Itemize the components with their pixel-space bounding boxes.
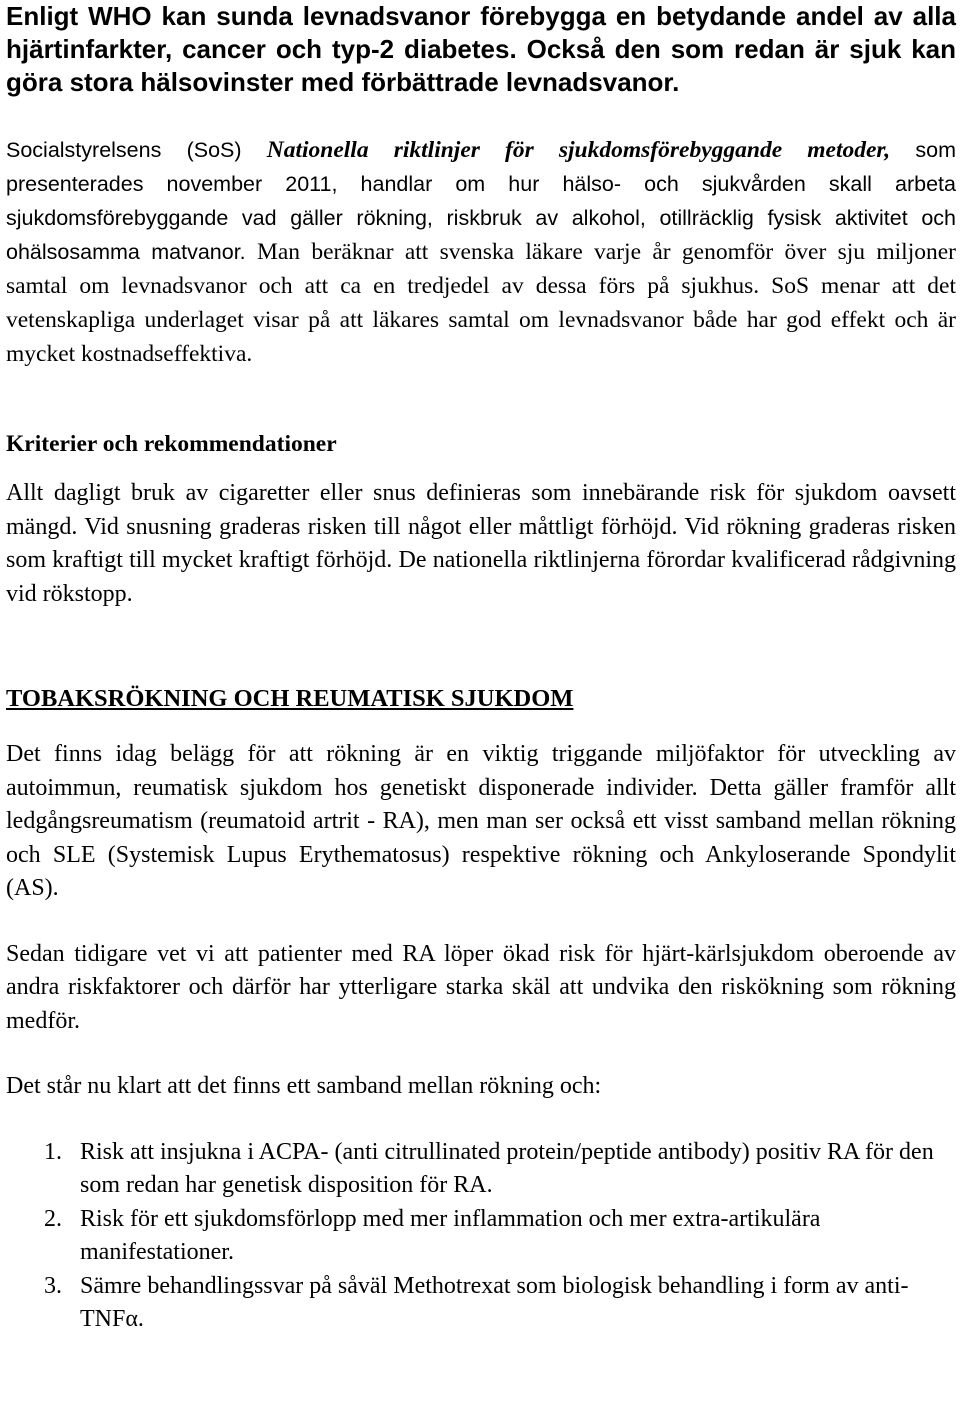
list-item-text: Risk för ett sjukdomsförlopp med mer inflammation och mer extra-artikulära manifestationer. [80,1205,821,1265]
document-page [6,0,956,1337]
sos-guidelines-paragraph [6,133,956,371]
list-item-text: Sämre behandlingssvar på såväl Methotrexat som biologisk behandling i form av anti-TNFα. [80,1272,909,1332]
kriterier-heading: Kriterier och rekommendationer [6,431,337,457]
intro-paragraph: Enligt WHO kan sunda levnadsvanor förebygga en betydande andel av alla hjärtinfarkter, cancer och typ-2 diabetes. Också den som redan är sjuk kan göra stora hälsovinster med förbättrade levnadsvanor. [6,1,956,97]
list-item-number: 3. [44,1272,62,1299]
tobak-heading: TOBAKSRÖKNING OCH REUMATISK SJUKDOM [6,685,574,712]
tobak-paragraph-1: Det finns idag belägg för att rökning är en viktig triggande miljöfaktor för utveckling av autoimmun, reumatisk sjukdom hos genetiskt disponerade individer. Detta gäller framför allt ledgångsreumatism (reumatoid artrit - RA), men man ser också ett visst samband mellan rökning och SLE (Systemisk Lupus Erythematosus) respektive rökning och Ankyloserande Spondylit (AS). [6,741,956,901]
tobak-paragraph-2: Sedan tidigare vet vi att patienter med RA löper ökad risk för hjärt-kärlsjukdom oberoende av andra riskfaktorer och därför har ytterligare starka skäl att undvika den riskökning som rökning medför. [6,940,956,1034]
sos-text-start: Socialstyrelsens (SoS) [6,138,267,162]
risk-list [6,1136,956,1337]
list-item-number: 2. [44,1205,62,1232]
list-item [6,1203,956,1270]
list-item [6,1270,956,1337]
sos-text-middle: som presenterades november 2011, handlar om hur hälso- och sjukvården skall arbeta sjukdomsförebyggande vad gäller rökning, riskbruk av alkohol, otillräcklig fysisk aktivitet och ohälsosamma matvanor. [6,138,956,264]
list-item-number: 1. [44,1138,62,1165]
sos-text-end: Man beräknar att svenska läkare varje år genomför över sju miljoner samtal om levnadsvanor och att ca en tredjedel av dessa förs på sjukhus. SoS menar att det vetenskapliga underlaget visar på att läkares samtal om levnadsvanor både har god effekt och är mycket kostnadseffektiva. [6,239,956,367]
list-item [6,1136,956,1203]
tobak-paragraph-3: Det står nu klart att det finns ett samband mellan rökning och: [6,1073,602,1099]
list-item-text: Risk att insjukna i ACPA- (anti citrullinated protein/peptide antibody) positiv RA för den som redan har genetisk disposition för RA. [80,1138,934,1198]
guidelines-title: Nationella riktlinjer för sjukdomsförebyggande metoder, [266,137,891,163]
kriterier-paragraph: Allt dagligt bruk av cigaretter eller snus definieras som innebärande risk för sjukdom oavsett mängd. Vid snusning graderas risken till något eller måttligt förhöjd. Vid rökning graderas risken som kraftigt till mycket kraftigt förhöjd. De nationella riktlinjerna förordar kvalificerad rådgivning vid rökstopp. [6,480,956,607]
